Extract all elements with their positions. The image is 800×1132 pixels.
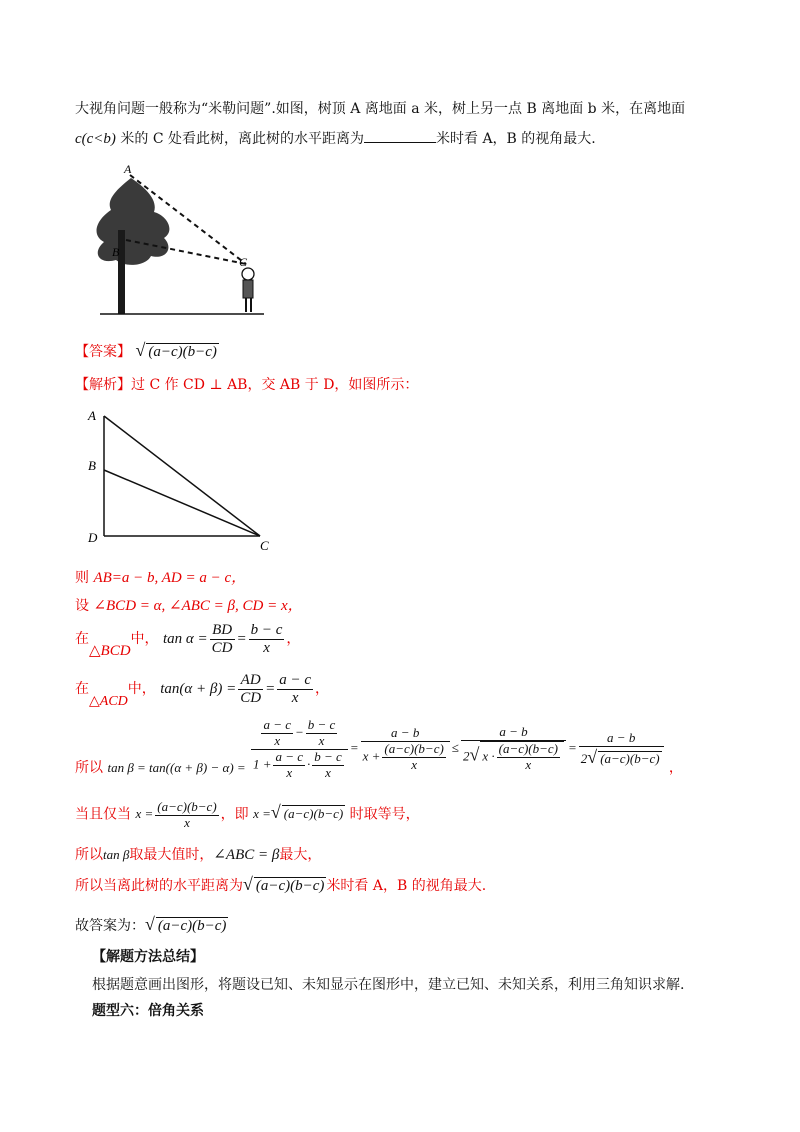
step-3: 在△BCD中， tan α = $\frac{BD}{CD}$ = $\frac{b - c}{x}$ ， — [75, 622, 301, 660]
fig1-label-c: C — [239, 255, 248, 269]
step-5: 所以 tan β = tan((α + β) − α) = $\frac{a - c}{x}$ − $\frac{b - c}{x}$ 1 + $\frac{a - c}{x}$ · $\frac{b - c}{x}$ = a − b x + $\frac{(a-c)(b-c)}{x}$ ≤ a − b 2√ x · $\frac{(a-c)(b-c)}{x}$ = $\frac{a - b}{2√ (a-c)(b-c)}$ ， — [75, 717, 683, 780]
segment-ac — [104, 416, 260, 536]
fig2-label-d: D — [88, 530, 98, 545]
fig2-label-a: A — [88, 408, 96, 423]
problem-line-1: 大视角问题一般称为“米勒问题”.如图，树顶 A 离地面 a 米，树上另一点 B 离地面 b 米，在离地面 — [75, 101, 686, 117]
answer-line: 【答案】 √ (a−c)(b−c) — [75, 340, 217, 360]
tree-trunk — [118, 230, 125, 314]
step-4: 在△ACD中， tan(α + β) = $\frac{AD}{CD}$ = $\frac{a - c}{x}$ ， — [75, 672, 329, 710]
child-body — [243, 280, 253, 298]
fig1-label-b: B — [112, 245, 120, 259]
answer-blank — [364, 128, 436, 143]
tree-figure — [86, 160, 276, 320]
step-2: 设 ∠BCD = α, ∠ABC = β, CD = x， — [75, 598, 303, 614]
step-8: 所以当离此树的水平距离为√ (a−c)(b−c) 米时看 A，B 的视角最大. — [75, 874, 487, 894]
step-1: 则 AB=a − b, AD = a − c， — [75, 570, 247, 586]
fig2-label-c: C — [260, 538, 269, 553]
summary-heading: 【解题方法总结】 — [92, 949, 204, 965]
analysis-intro: 【解析】过 C 作 CD ⊥ AB，交 AB 于 D，如图所示： — [75, 377, 419, 393]
segment-bc — [104, 470, 260, 536]
step-7: 所以tan β取最大值时，∠ABC = β最大， — [75, 847, 322, 863]
triangle-figure — [84, 408, 284, 553]
summary-text: 根据题意画出图形，将题设已知、未知显示在图形中，建立已知、未知关系，利用三角知识求解. — [92, 977, 685, 993]
problem-condition: c(c<b) — [75, 131, 116, 147]
next-section-heading: 题型六：倍角关系 — [92, 1003, 204, 1019]
tree-crown — [97, 178, 170, 265]
child-head — [242, 268, 254, 280]
problem-line-2: c(c<b) 米的 C 处看此树，离此树的水平距离为 米时看 A，B 的视角最大. — [75, 128, 596, 148]
step-6: 当且仅当 x = $\frac{(a-c)(b-c)}{x}$ ，即 x =√ (a−c)(b−c) 时取等号， — [75, 799, 420, 830]
fig1-label-a: A — [124, 162, 132, 176]
answer-value: (a−c)(b−c) — [148, 344, 217, 360]
fig2-label-b: B — [88, 458, 96, 473]
final-answer: 故答案为：√ (a−c)(b−c) — [75, 914, 227, 934]
